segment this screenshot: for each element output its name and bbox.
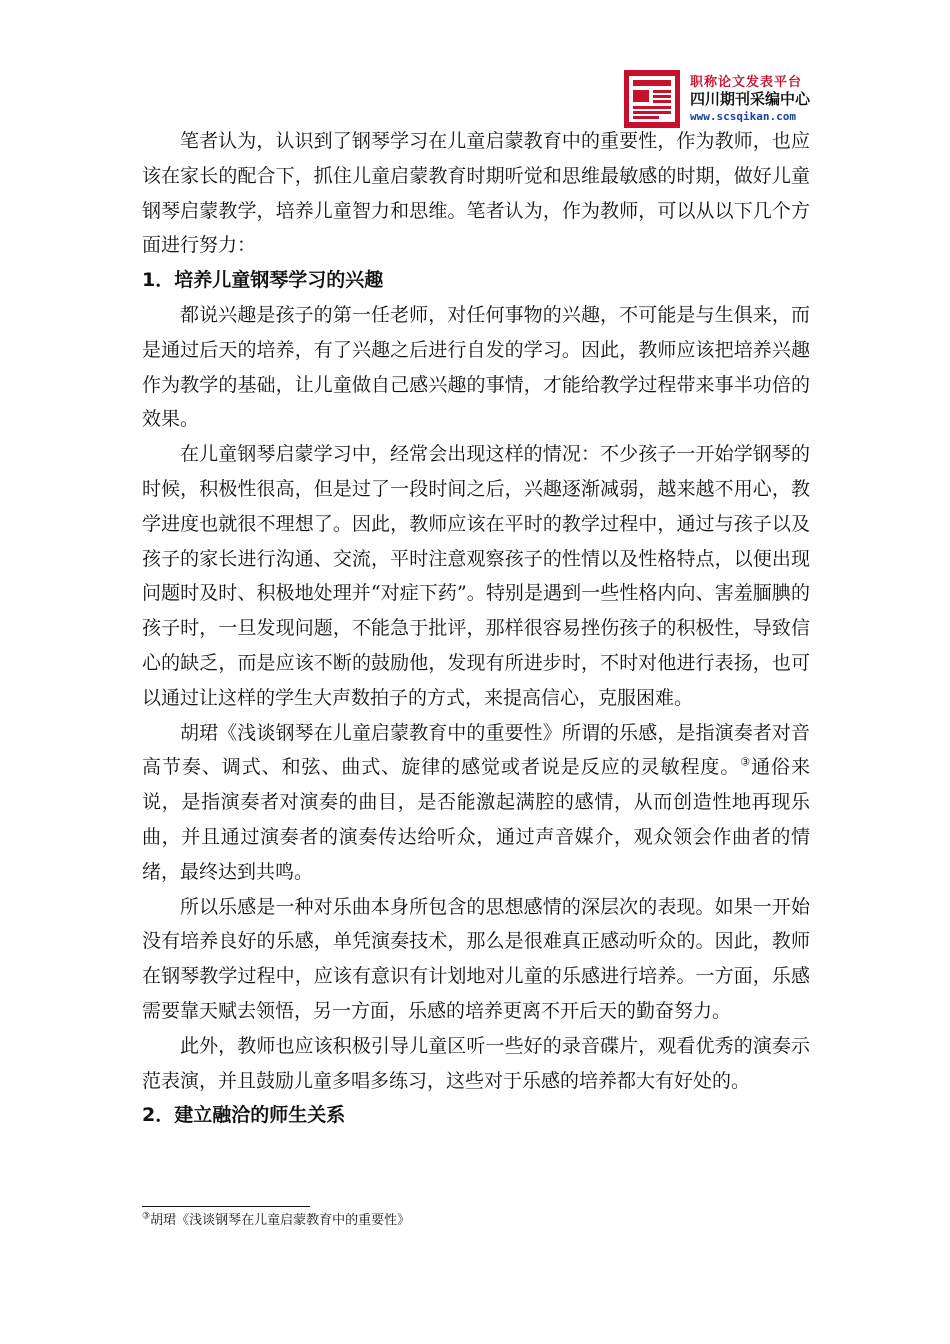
paragraph-interest: 都说兴趣是孩子的第一任老师，对任何事物的兴趣，不可能是与生俱来，而是通过后天的培养，有了兴趣之后进行自发的学习。因此，教师应该把培养兴趣作为教学的基础，让儿童做自己感兴趣的事情，才能给教学过程带来事半功倍的效果。 bbox=[142, 303, 810, 431]
footnote-text: 胡珺《浅谈钢琴在儿童启蒙教育中的重要性》 bbox=[150, 1213, 411, 1228]
logo-tagline: 职称论文发表平台 bbox=[690, 75, 803, 90]
logo-title: 四川期刊采编中心 bbox=[690, 90, 811, 108]
paragraph-music-sense-part2: 通俗来说，是指演奏者对演奏的曲目，是否能激起满腔的感情，从而创造性地再现乐曲，并且通过演奏者的演奏传达给听众，通过声音媒介，观众领会作曲者的情绪，最终达到共鸣。 bbox=[142, 756, 810, 883]
paragraph-music-sense-part1: 胡珺《浅谈钢琴在儿童启蒙教育中的重要性》所谓的乐感，是指演奏者对音高节奏、调式、和弦、曲式、旋律的感觉或者说是反应的灵敏程度。 bbox=[142, 721, 810, 779]
publisher-logo bbox=[624, 70, 824, 132]
paragraph-situation: 在儿童钢琴启蒙学习中，经常会出现这样的情况：不少孩子一开始学钢琴的时候，积极性很高，但是过了一段时间之后，兴趣逐渐减弱，越来越不用心，教学进度也就很不理想了。因此，教师应该在平时的教学过程中，通过与孩子以及孩子的家长进行沟通、交流，平时注意观察孩子的性情以及性格特点，以便出现问题时及时、积极地处理并“对症下药”。特别是遇到一些性格内向、害羞腼腆的孩子时，一旦发现问题，不能急于批评，那样很容易挫伤孩子的积极性，导致信心的缺乏，而是应该不断的鼓励他，发现有所进步时，不时对他进行表扬，也可以通过让这样的学生大声数拍子的方式，来提高信心，克服困难。 bbox=[142, 443, 810, 709]
footnote-reference: ③ bbox=[740, 756, 752, 770]
paragraph-guidance: 此外，教师也应该积极引导儿童区听一些好的录音碟片，观看优秀的演奏示范表演，并且鼓励儿童多唱多练习，这些对于乐感的培养都大有好处的。 bbox=[142, 1034, 810, 1092]
footnote-divider bbox=[142, 1206, 310, 1207]
document-body bbox=[142, 124, 810, 1133]
footnote-mark: ③ bbox=[142, 1211, 151, 1222]
paragraph-expression: 所以乐感是一种对乐曲本身所包含的思想感情的深层次的表现。如果一开始没有培养良好的乐感，单凭演奏技术，那么是很难真正感动听众的。因此，教师在钢琴教学过程中，应该有意识有计划地对儿童的乐感进行培养。一方面，乐感需要靠天赋去领悟，另一方面，乐感的培养更离不开后天的勤奋努力。 bbox=[142, 895, 810, 1022]
section-heading-1: 1．培养儿童钢琴学习的兴趣 bbox=[142, 269, 384, 292]
section-heading-2: 2．建立融洽的师生关系 bbox=[142, 1104, 346, 1127]
logo-url: www.scsqikan.com bbox=[690, 110, 796, 123]
paragraph-intro: 笔者认为，认识到了钢琴学习在儿童启蒙教育中的重要性，作为教师，也应该在家长的配合下，抓住儿童启蒙教育时期听觉和思维最敏感的时期，做好儿童钢琴启蒙教学，培养儿童智力和思维。笔者认为，作为教师，可以从以下几个方面进行努力： bbox=[142, 130, 810, 257]
paragraph-music-sense bbox=[142, 716, 810, 890]
footnote bbox=[142, 1212, 410, 1230]
newspaper-logo-icon bbox=[624, 70, 680, 128]
